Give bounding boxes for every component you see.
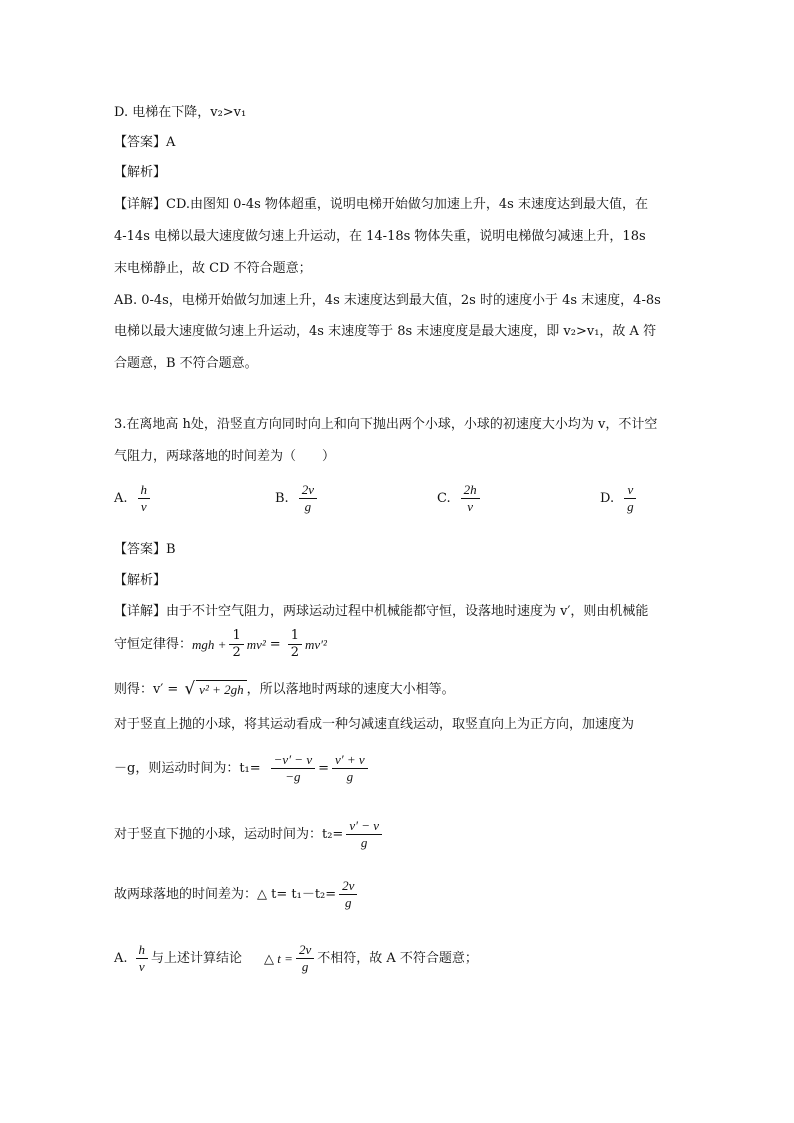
option-b: [275, 482, 320, 515]
option-fraction: $\frac{v}{g}$: [624, 482, 637, 515]
line-prefix: 对于竖直下抛的小球，运动时间为：t₂=: [114, 826, 344, 842]
line-prefix: －g，则运动时间为：t₁=: [114, 760, 261, 776]
option-label: A.: [114, 950, 128, 966]
math-term: mv²: [246, 636, 266, 652]
option-fraction: $\frac{2v}{g}$: [299, 482, 317, 515]
option-label: B.: [275, 491, 289, 506]
option-a: [114, 482, 153, 515]
detail-line: 【详解】由于不计空气阻力，两球运动过程中机械能都守恒，设落地时速度为 v′，则由机械能: [114, 604, 649, 619]
fraction: $\frac{1}{2}$: [229, 628, 243, 661]
sqrt-expression: √ v² + 2gh: [184, 680, 246, 700]
answer-label: 【答案】B: [114, 542, 176, 557]
line-prefix: 则得：v′ =: [114, 682, 179, 697]
detail-line: 合题意，B 不符合题意。: [114, 356, 258, 371]
question-3-line: 3.在离地高 h处，沿竖直方向同时向上和向下抛出两个小球，小球的初速度大小均为 v，不计空: [114, 417, 658, 432]
option-fraction: $\frac{2h}{v}$: [461, 482, 480, 515]
answer-label: 【答案】A: [114, 135, 176, 150]
detail-line: 末电梯静止，故 CD 不符合题意；: [114, 261, 312, 276]
math-equals: =: [269, 636, 281, 652]
fraction: $\frac{-v' - v}{-g}$: [271, 752, 315, 785]
energy-equation-line: [114, 628, 327, 661]
option-label: A.: [114, 491, 128, 506]
option-c: [437, 482, 483, 515]
line-prefix: 故两球落地的时间差为：△ t= t₁－t₂=: [114, 886, 337, 902]
math-term: mv′²: [304, 636, 327, 652]
detail-line: 【详解】CD.由图知 0-4s 物体超重，说明电梯开始做匀加速上升，4s 末速度达到最大值，在: [114, 197, 648, 212]
detail-line: AB. 0-4s，电梯开始做匀加速上升，4s 末速度达到最大值，2s 时的速度小于 4s 末速度，4-8s: [114, 293, 661, 308]
fraction: $\frac{2v}{g}$: [296, 942, 314, 975]
line-d-option: D. 电梯在下降，v₂>v₁: [114, 105, 247, 120]
detail-line: 电梯以最大速度做匀速上升运动，4s 末速度等于 8s 末速度度是最大速度，即 v₂>v₁，故 A 符: [114, 324, 657, 339]
fraction: $\frac{v' - v}{g}$: [346, 818, 382, 851]
dt-line: [114, 878, 360, 911]
option-fraction: $\frac{h}{v}$: [138, 482, 151, 515]
line-prefix: 守恒定律得：: [114, 636, 193, 652]
option-a-analysis-line: [114, 942, 478, 975]
analysis-label: 【解析】: [114, 573, 167, 588]
detail-line: 4-14s 电梯以最大速度做匀速上升运动，在 14-18s 物体失重，说明电梯做匀减速上升，18s: [114, 229, 646, 244]
math-term: △ t =: [264, 950, 293, 966]
detail-line: 对于竖直上抛的小球，将其运动看成一种匀减速直线运动，取竖直向上为正方向，加速度为: [114, 717, 635, 732]
fraction: $\frac{2v}{g}$: [339, 878, 357, 911]
question-3-line: 气阻力，两球落地的时间差为（ ）: [114, 449, 336, 464]
math-equals: =: [318, 760, 329, 776]
line-suffix: ，所以落地时两球的速度大小相等。: [246, 682, 455, 697]
line-suffix: 不相符，故 A 不符合题意；: [317, 950, 478, 966]
t2-line: [114, 818, 385, 851]
fraction: $\frac{v' + v}{g}$: [332, 752, 368, 785]
line-text: 与上述计算结论: [151, 950, 243, 966]
t1-line: [114, 752, 371, 785]
sqrt-line: [114, 680, 455, 700]
fraction: $\frac{h}{v}$: [136, 942, 149, 975]
option-label: C.: [437, 491, 451, 506]
option-label: D.: [600, 491, 615, 506]
math-term: mgh +: [192, 636, 227, 652]
analysis-label: 【解析】: [114, 165, 167, 180]
option-d: [600, 482, 640, 515]
fraction: $\frac{1}{2}$: [288, 628, 302, 661]
